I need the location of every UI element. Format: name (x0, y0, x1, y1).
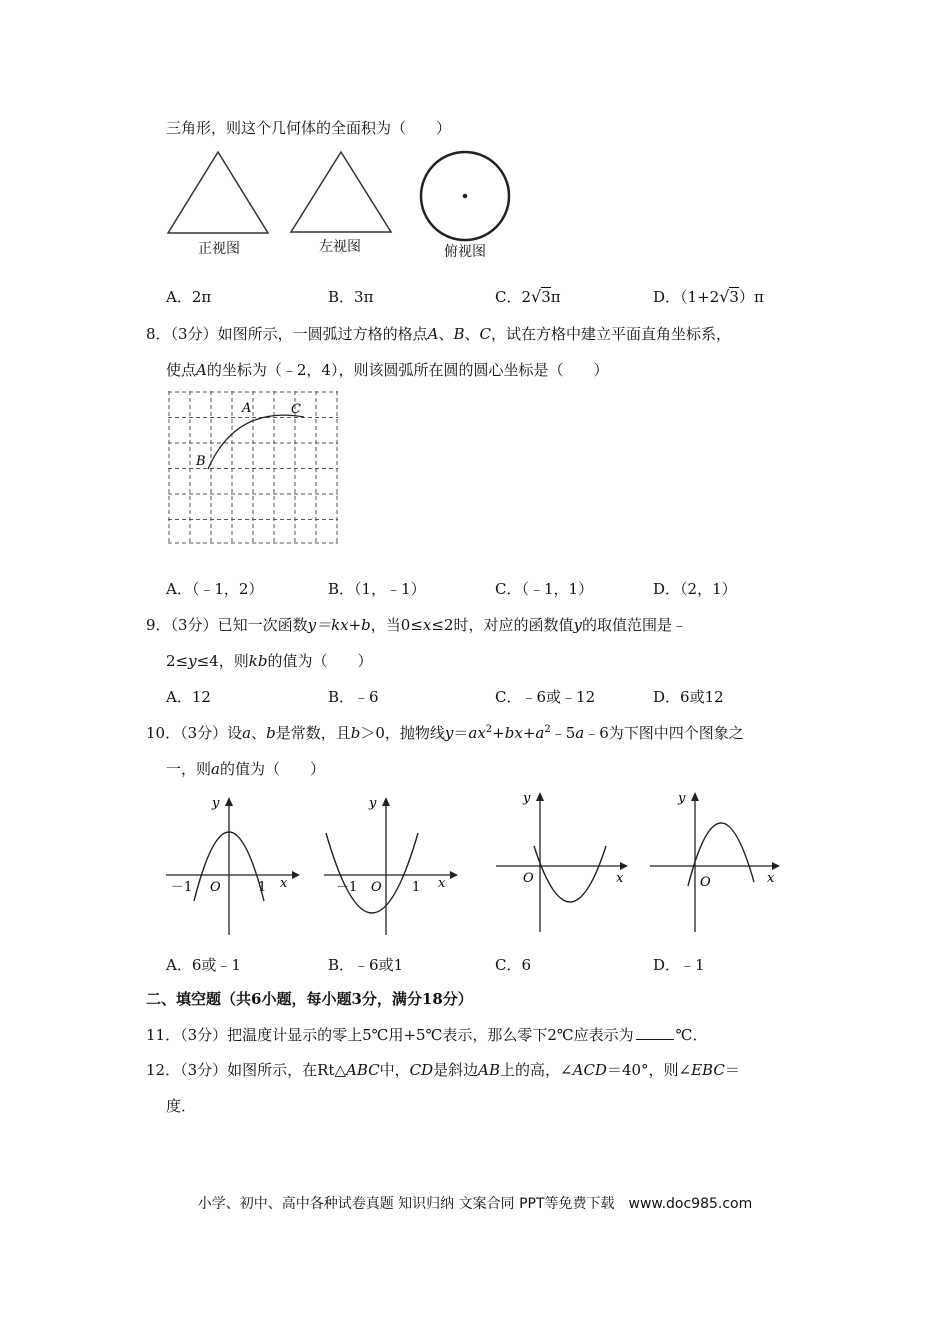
q10-line2: 一，则a的值为（ ） (166, 760, 325, 778)
svg-text:y: y (369, 796, 377, 811)
svg-text:x: x (280, 876, 288, 891)
q8-option-d[interactable]: D．（2，1） (653, 580, 737, 598)
q8-grid-figure (168, 391, 340, 545)
q9-option-c[interactable]: C．﹣6或﹣12 (495, 688, 596, 706)
svg-text:O: O (700, 875, 711, 890)
q10-graph-c (496, 790, 636, 935)
q7-top-view-label: 俯视图 (444, 244, 486, 260)
svg-text:y: y (678, 791, 686, 806)
q10-option-c[interactable]: C．6 (495, 956, 532, 974)
section-2-title: 二、填空题（共6小题，每小题3分，满分18分） (146, 990, 473, 1008)
svg-text:x: x (767, 871, 775, 886)
q10-option-b[interactable]: B．﹣6或1 (328, 956, 404, 974)
q10-option-a[interactable]: A．6或﹣1 (166, 956, 241, 974)
q8-line1: 8．（3分）如图所示，一圆弧过方格的格点A、B、C，试在方格中建立平面直角坐标系， (146, 325, 731, 343)
svg-text:x: x (438, 876, 446, 891)
svg-text:O: O (523, 871, 534, 886)
q8-option-a[interactable]: A．（﹣1，2） (166, 580, 264, 598)
svg-text:1: 1 (412, 880, 421, 895)
sqrt-coeff: 2 (521, 288, 532, 306)
svg-text:1: 1 (258, 880, 267, 895)
q7-side-view-label: 左视图 (319, 239, 361, 255)
q9-option-a[interactable]: A．12 (166, 688, 211, 706)
svg-text:－1: －1 (336, 880, 358, 895)
q8-point-a: A (242, 401, 252, 416)
svg-text:x: x (616, 871, 624, 886)
q8-option-c[interactable]: C．（﹣1，1） (495, 580, 594, 598)
q7-option-d[interactable]: D．（1+2√3）π (653, 287, 764, 306)
q12-line2: 度． (166, 1097, 197, 1115)
q9-option-b[interactable]: B．﹣6 (328, 688, 379, 706)
q8-point-b: B (196, 454, 206, 469)
q7-option-b[interactable]: B．3π (328, 288, 374, 306)
q8-arc (208, 415, 304, 469)
q7-text: 三角形，则这个几何体的全面积为（ ） (166, 119, 452, 137)
page-footer: 小学、初中、高中各种试卷真题 知识归纳 文案合同 PPT等免费下载 www.doc985.com (197, 1196, 753, 1212)
svg-text:－1: －1 (171, 880, 193, 895)
q9-option-d[interactable]: D．6或12 (653, 688, 724, 706)
q7-option-c[interactable]: C．2√3π (495, 287, 561, 306)
svg-text:O: O (210, 880, 221, 895)
q8-option-b[interactable]: B．（1，﹣1） (328, 580, 426, 598)
q10-graph-a (166, 793, 306, 938)
q10-option-d[interactable]: D．﹣1 (653, 956, 705, 974)
sqrt-radicand: 3 (541, 288, 551, 306)
q10-graph-b (324, 793, 464, 938)
svg-text:y: y (212, 796, 220, 811)
q12-line1: 12．（3分）如图所示，在Rt△ABC中，CD是斜边AB上的高，∠ACD＝40°，则∠EBC＝ (146, 1061, 740, 1079)
q10-graph-d (650, 790, 790, 935)
svg-text:y: y (523, 791, 531, 806)
q8-line2: 使点A的坐标为（﹣2，4），则该圆弧所在圆的圆心坐标是（ ） (166, 361, 609, 379)
q7-side-view (288, 150, 398, 240)
q8-point-c: C (291, 402, 301, 417)
q9-line1: 9．（3分）已知一次函数y＝kx+b，当0≤x≤2时，对应的函数值y的取值范围是﹣ (146, 616, 688, 634)
q7-front-view-label: 正视图 (198, 241, 240, 257)
q7-top-view (418, 150, 514, 246)
q11-answer-blank[interactable] (636, 1025, 674, 1040)
q7-option-a[interactable]: A．2π (166, 288, 212, 306)
q9-line2: 2≤y≤4，则kb的值为（ ） (166, 652, 373, 670)
q10-line1: 10．（3分）设a、b是常数，且b＞0，抛物线$y=ax^2+bx+a^2﹣5a﹣6$为下图中四个图象之 (146, 724, 744, 742)
q11-text: 11．（3分）把温度计显示的零上5℃用+5℃表示，那么零下2℃应表示为 ℃． (146, 1026, 708, 1044)
q7-front-view (164, 150, 274, 240)
sqrt-symbol: √ (531, 287, 542, 306)
svg-text:O: O (371, 880, 382, 895)
